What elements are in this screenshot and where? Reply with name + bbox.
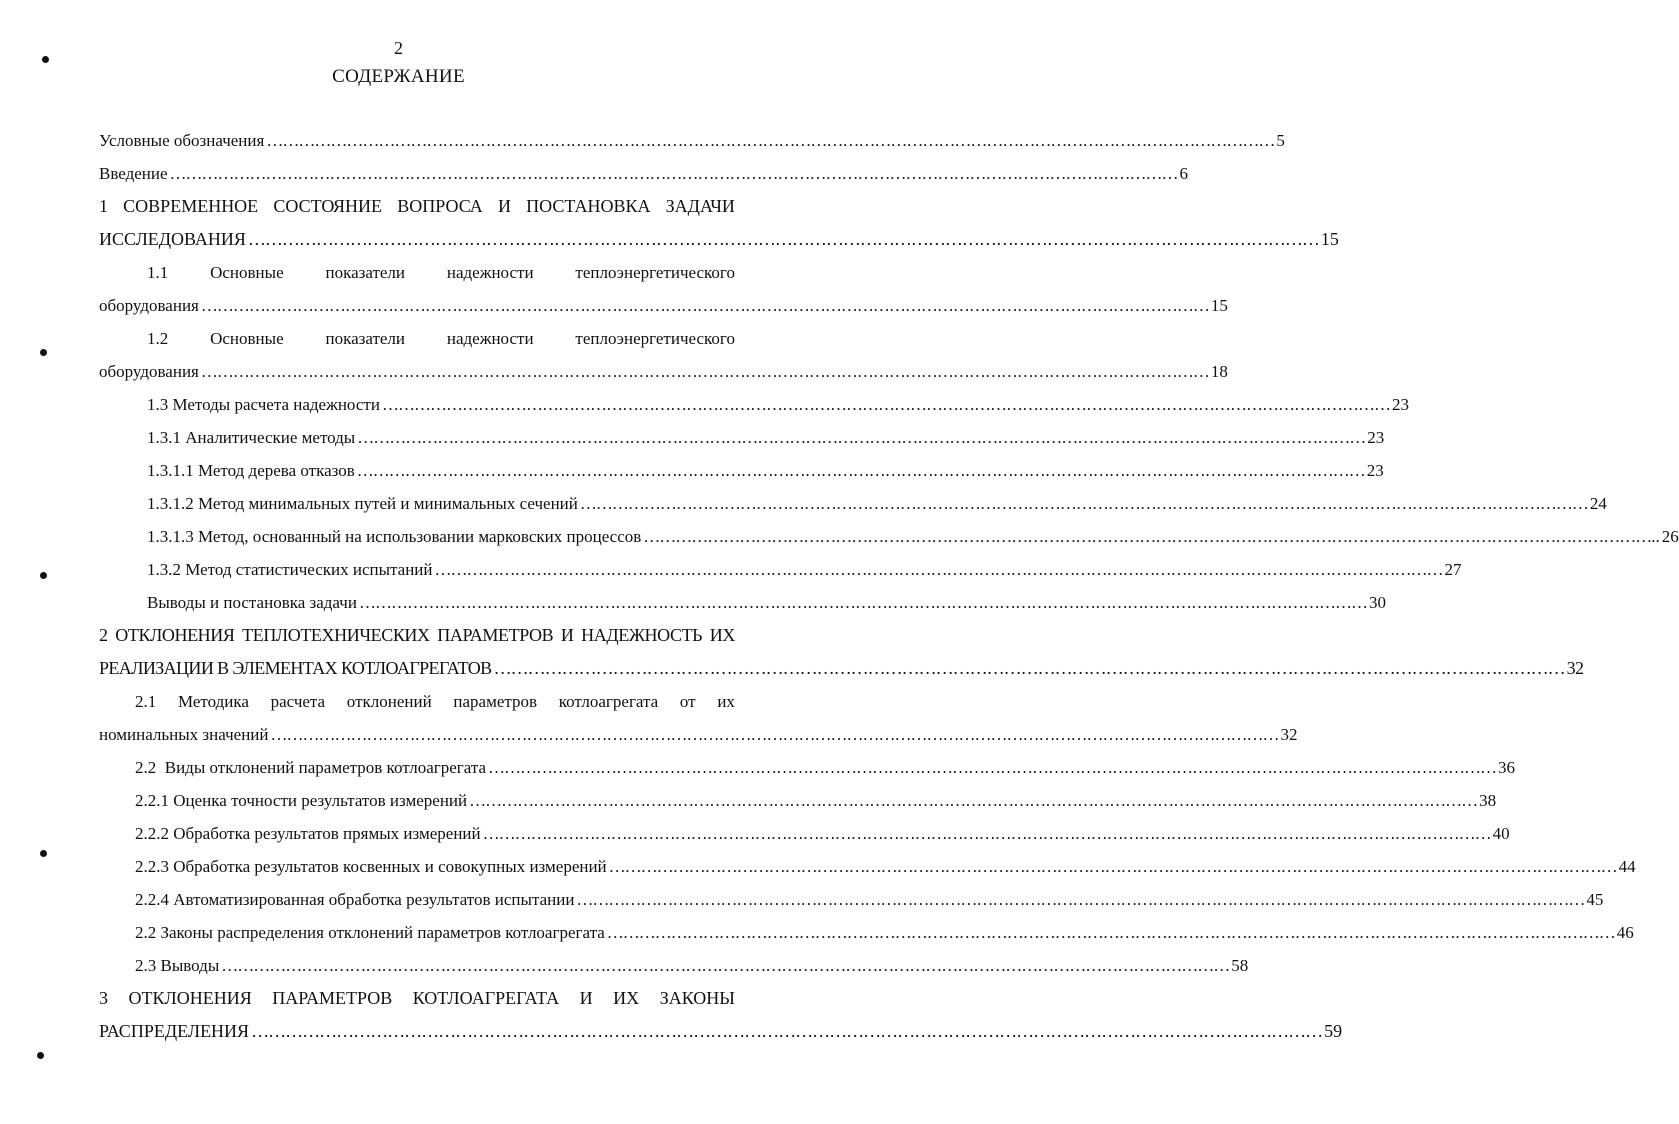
toc-entry[interactable]: Введение ……………………………………………………………………………………………………………………………………………………………………… 6: [99, 157, 735, 190]
scan-mark: [40, 850, 47, 857]
toc-entry[interactable]: 1.3.1.2 Метод минимальных путей и минимальных сечений ……………………………………………………………………………………………………………………………………………………………………… 24: [99, 487, 735, 520]
toc-entry[interactable]: 1.3.1.3 Метод, основанный на использовании марковских процессов ……………………………………………………………………………………………………………………………………………………………………… .. 26: [99, 520, 735, 553]
scan-mark: [40, 349, 47, 356]
toc-entry[interactable]: 2.2.3 Обработка результатов косвенных и совокупных измерений ……………………………………………………………………………………………………………………………………………………………………… 44: [99, 850, 735, 883]
scan-mark: [40, 572, 47, 579]
page-number: 2: [394, 38, 403, 58]
toc-entry[interactable]: РЕАЛИЗАЦИИ В ЭЛЕМЕНТАХ КОТЛОАГРЕГАТОВ ……………………………………………………………………………………………………………………………………………………………………… 32: [99, 652, 735, 685]
toc-entry-heading: 1.1 Основные показатели надежности теплоэнергетического: [147, 263, 735, 282]
toc-entry[interactable]: оборудования ……………………………………………………………………………………………………………………………………………………………………… 18: [99, 355, 735, 388]
toc-entry[interactable]: номинальных значений ……………………………………………………………………………………………………………………………………………………………………… 32: [99, 718, 735, 751]
toc-entry-chapter-heading: 2 ОТКЛОНЕНИЯ ТЕПЛОТЕХНИЧЕСКИХ ПАРАМЕТРОВ И НАДЕЖНОСТЬ ИХ: [99, 625, 735, 645]
toc-entry[interactable]: Условные обозначения ……………………………………………………………………………………………………………………………………………………………………… 5: [99, 124, 735, 157]
toc-entry[interactable]: РАСПРЕДЕЛЕНИЯ ……………………………………………………………………………………………………………………………………………………………………… 59: [99, 1015, 735, 1048]
toc-entry[interactable]: 2.2.2 Обработка результатов прямых измерений ……………………………………………………………………………………………………………………………………………………………………… 40: [99, 817, 735, 850]
scan-mark: [42, 56, 49, 63]
toc-entry-chapter-heading: 3 ОТКЛОНЕНИЯ ПАРАМЕТРОВ КОТЛОАГРЕГАТА И ИХ ЗАКОНЫ: [99, 988, 735, 1008]
toc-entry[interactable]: 1.3 Методы расчета надежности ……………………………………………………………………………………………………………………………………………………………………… 23: [99, 388, 735, 421]
scan-mark: [37, 1052, 44, 1059]
toc-entry[interactable]: 2.2 Виды отклонений параметров котлоагрегата ……………………………………………………………………………………………………………………………………………………………………… 36: [99, 751, 735, 784]
toc-entry[interactable]: 1.3.1.1 Метод дерева отказов ……………………………………………………………………………………………………………………………………………………………………… 23: [99, 454, 735, 487]
toc-entry-heading: 2.1 Методика расчета отклонений параметров котлоагрегата от их: [135, 692, 735, 711]
table-of-contents: [99, 124, 1679, 1048]
toc-entry[interactable]: ИССЛЕДОВАНИЯ ……………………………………………………………………………………………………………………………………………………………………… 15: [99, 223, 735, 256]
toc-entry-chapter-heading: 1 СОВРЕМЕННОЕ СОСТОЯНИЕ ВОПРОСА И ПОСТАНОВКА ЗАДАЧИ: [99, 196, 735, 216]
toc-entry[interactable]: 2.2.4 Автоматизированная обработка результатов испытании ……………………………………………………………………………………………………………………………………………………………………… 45: [99, 883, 735, 916]
toc-entry[interactable]: 2.3 Выводы ……………………………………………………………………………………………………………………………………………………………………… 58: [99, 949, 735, 982]
toc-entry[interactable]: 2.2 Законы распределения отклонений параметров котлоагрегата ……………………………………………………………………………………………………………………………………………………………………… 46: [99, 916, 735, 949]
toc-entry[interactable]: 1.3.2 Метод статистических испытаний ……………………………………………………………………………………………………………………………………………………………………… 27: [99, 553, 735, 586]
toc-entry[interactable]: 1.3.1 Аналитические методы ……………………………………………………………………………………………………………………………………………………………………… 23: [99, 421, 735, 454]
page-title: СОДЕРЖАНИЕ: [332, 66, 465, 87]
toc-entry-heading: 1.2 Основные показатели надежности теплоэнергетического: [147, 329, 735, 348]
toc-entry[interactable]: 2.2.1 Оценка точности результатов измерений ……………………………………………………………………………………………………………………………………………………………………… 38: [99, 784, 735, 817]
toc-entry[interactable]: Выводы и постановка задачи ……………………………………………………………………………………………………………………………………………………………………… 30: [99, 586, 735, 619]
toc-entry[interactable]: оборудования ……………………………………………………………………………………………………………………………………………………………………… 15: [99, 289, 735, 322]
